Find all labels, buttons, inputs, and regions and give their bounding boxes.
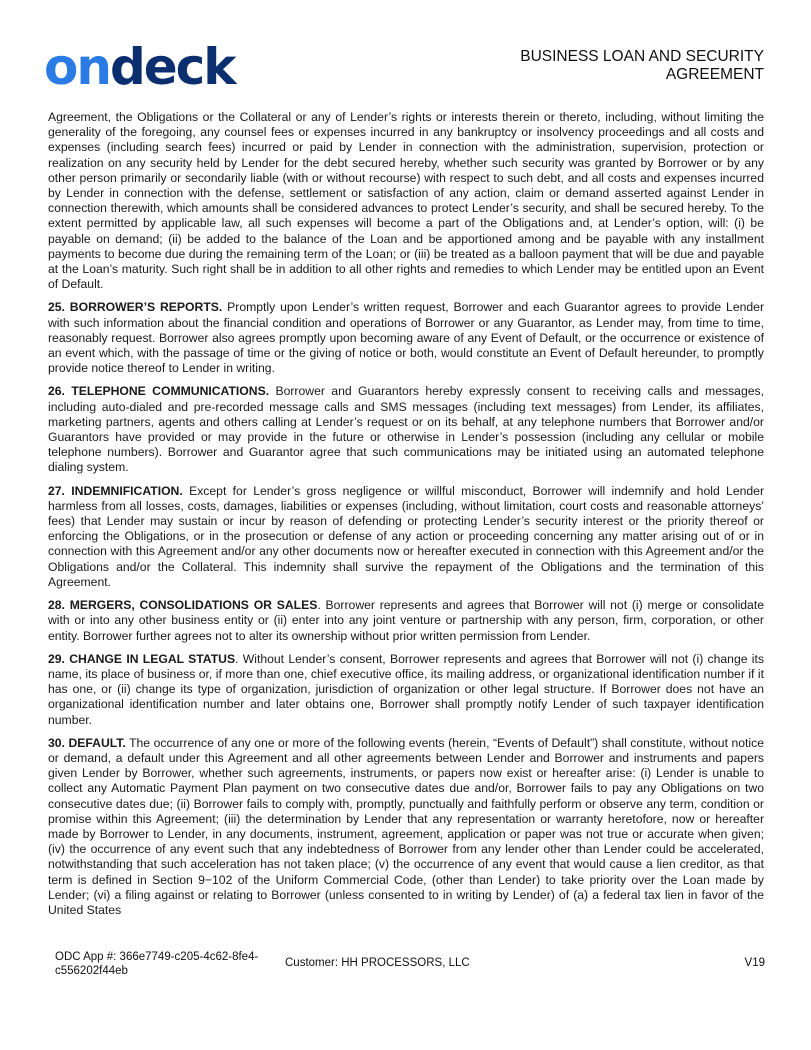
section-29 (48, 652, 764, 728)
intro-paragraph: Agreement, the Obligations or the Collateral or any of Lender’s rights or interests therein or thereto, including, without limiting the generality of the foregoing, any counsel fees or expenses incurred in any bankruptcy or insolvency proceedings and all costs and expenses (including search fees) incurred or paid by Lender in connection with the administration, supervision, protection or realization on any security held by Lender for the debt secured hereby, whether such security was granted by Borrower or by any other person primarily or secondarily liable (with or without recourse) with respect to such debt, and all costs and expenses incurred by Lender in connection with the defense, settlement or satisfaction of any action, claim or demand asserted against Lender in connection therewith, which amounts shall be considered advances to protect Lender’s security, and shall be secured hereby. To the extent permitted by applicable law, all such expenses will become a part of the Obligations and, at Lender’s option, will: (i) be payable on demand; (ii) be added to the balance of the Loan and be apportioned among and be payable with any installment payments to become due during the remaining term of the Loan; or (iii) be treated as a balloon payment that will be due and payable at the Loan’s maturity. Such right shall be in addition to all other rights and remedies to which Lender may be entitled upon an Event of Default. (48, 110, 764, 292)
logo-deck: deck (109, 38, 235, 96)
logo-on: on (44, 38, 110, 96)
section-text: The occurrence of any one or more of the following events (herein, “Events of Default”) shall constitute, without notice or demand, a default under this Agreement and all other agreements between Lender and Borrower and instruments and papers given Lender by Borrower, whether such agreements, instruments, or papers now exist or hereafter arise: (i) Lender is unable to collect any Automatic Payment Plan payment on two consecutive dates due and/or, Borrower fails to pay any Obligations on two consecutive dates due; (ii) Borrower fails to comply with, promptly, punctually and faithfully perform or observe any term, condition or promise within this Agreement; (iii) the determination by Lender that any representation or warranty heretofore, now or hereafter made by Borrower to Lender, in any documents, instrument, agreement, application or paper was not true or accurate when given; (iv) the occurrence of any event such that any indebtedness of Borrower from any lender other than Lender could be accelerated, notwithstanding that such acceleration has not taken place; (v) the occurrence of any event that would cause a lien creditor, as that term is defined in Section 9−102 of the Uniform Commercial Code, (other than Lender) to take priority over the Loan made by Lender; (vi) a filing against or relating to Borrower (unless consented to in writing by Lender) of (a) a federal tax lien in favor of the United States (48, 735, 764, 917)
section-heading: 30. DEFAULT. (48, 735, 126, 750)
section-heading: 29. CHANGE IN LEGAL STATUS (48, 651, 236, 666)
section-text: Promptly upon Lender’s written request, Borrower and each Guarantor agrees to provide Lender with such information about the financial condition and operations of Borrower or any Guarantor, as Lender may, from time to time, reasonably request. Borrower also agrees promptly upon becoming aware of any Event of Default, or the occurrence or existence of an event which, with the passage of time or the giving of notice or both, would constitute an Event of Default hereunder, to promptly provide notice thereof to Lender in writing. (48, 300, 764, 376)
ondeck-logo (44, 38, 235, 96)
section-30 (48, 736, 764, 918)
section-text: Borrower and Guarantors hereby expressly consent to receiving calls and messages, including auto-dialed and pre-recorded message calls and SMS messages (including text messages) from Lender, its affiliates, marketing partners, agents and others calling at Lender’s request or on its behalf, at any telephone numbers that Borrower and/or Guarantors have provided or may provide in the future or otherwise in Lender’s possession (including any cellular or mobile telephone numbers). Borrower and Guarantor agree that such communications may be initiated using an automated telephone dialing system. (48, 384, 764, 475)
section-text: Except for Lender’s gross negligence or willful misconduct, Borrower will indemnify and hold Lender harmless from all losses, costs, damages, liabilities or expenses (including, without limitation, court costs and reasonable attorneys’ fees) that Lender may sustain or incur by reason of defending or protecting Lender’s security interest or the priority thereof or enforcing the Obligations, or in the prosecution or defense of any action or proceeding concerning any matter arising out of or in connection with this Agreement and/or any other documents now or hereafter executed in connection with this Agreement and/or the Obligations and/or the Collateral. This indemnity shall survive the repayment of the Obligations and the termination of this Agreement. (48, 483, 764, 589)
section-28 (48, 598, 764, 644)
section-heading: 27. INDEMNIFICATION. (48, 483, 183, 498)
section-25 (48, 300, 764, 376)
section-text: . Borrower represents and agrees that Borrower will not (i) merge or consolidate with or into any other business entity or (ii) enter into any joint venture or partnership with any person, firm, corporation, or other entity. Borrower further agrees not to alter its ownership without prior written permission from Lender. (48, 598, 765, 643)
agreement-body (48, 110, 764, 926)
section-26 (48, 384, 764, 475)
version-label: V19 (744, 957, 765, 969)
section-heading: 26. TELEPHONE COMMUNICATIONS. (48, 384, 270, 399)
section-heading: 25. BORROWER’S REPORTS. (48, 300, 223, 315)
section-heading: 28. MERGERS, CONSOLIDATIONS OR SALES (48, 598, 318, 613)
document-title: BUSINESS LOAN AND SECURITY AGREEMENT (520, 48, 764, 83)
section-text: . Without Lender’s consent, Borrower represents and agrees that Borrower will not (i) change its name, its place of business or, if more than one, chief executive office, its mailing address, or organizational identification number if it has one, or (ii) change its type of organization, jurisdiction of organization or other legal structure. If Borrower does not have an organizational identification number and later obtains one, Borrower shall promptly notify Lender of such taxpayer identification number. (48, 651, 764, 727)
app-id: ODC App #: 366e7749-c205-4c62-8fe4-c556202f44eb (55, 951, 259, 977)
customer-name: Customer: HH PROCESSORS, LLC (285, 957, 470, 969)
section-27 (48, 484, 764, 590)
